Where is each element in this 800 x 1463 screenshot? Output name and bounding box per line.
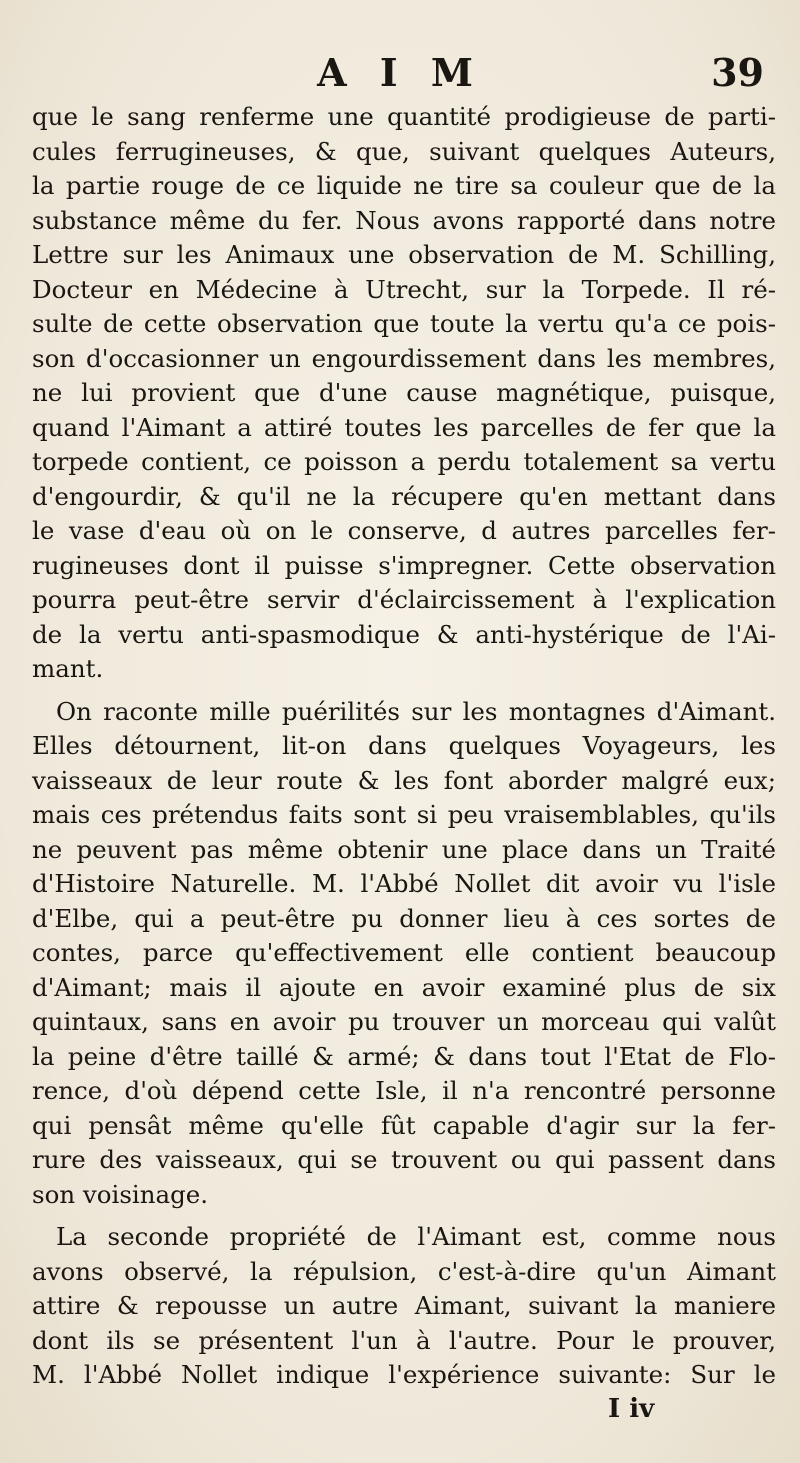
text-line: d'Aimant; mais il ajoute en avoir examiné plus de six [32,972,776,1002]
text-line: la peine d'être taillé & armé; & dans tout l'Etat de Flo- [32,1041,776,1071]
signature-mark: I iv [608,1394,655,1424]
text-line: On raconte mille puérilités sur les montagnes d'Aimant. [56,696,776,726]
text-line: contes, parce qu'effectivement elle contient beaucoup [32,938,776,967]
text-line: La seconde propriété de l'Aimant est, comme nous [56,1222,776,1251]
text-line: rugineuses dont il puisse s'impregner. Cette observation [32,550,776,580]
page-number: 39 [711,50,764,95]
text-line: Lettre sur les Animaux une observation de M. Schilling, [32,240,776,269]
text-line: d'Histoire Naturelle. M. l'Abbé Nollet dit avoir vu l'isle [32,869,776,898]
text-line: substance même du fer. Nous avons rapporté dans notre [32,205,776,235]
text-line: quand l'Aimant a attiré toutes les parcelles de fer que la [32,412,776,442]
text-line: mant. [32,654,104,683]
text-line: de la vertu anti-spasmodique & anti-hystérique de l'Ai- [32,619,776,649]
text-line: mais ces prétendus faits sont si peu vraisemblables, qu'ils [32,800,776,829]
text-line: torpede contient, ce poisson a perdu totalement sa vertu [32,447,776,476]
text-line: son voisinage. [32,1179,209,1209]
text-line: Elles détournent, lit-on dans quelques Voyageurs, les [32,731,776,760]
text-line: quintaux, sans en avoir pu trouver un morceau qui valût [32,1007,776,1036]
body-text [32,100,776,1393]
text-line: sulte de cette observation que toute la vertu qu'a ce pois- [32,309,776,338]
text-line: vaisseaux de leur route & les font aborder malgré eux; [32,765,776,795]
page-header [30,48,770,98]
text-line: rure des vaisseaux, qui se trouvent ou qui passent dans [32,1145,776,1174]
text-line: avons observé, la répulsion, c'est-à-dire qu'un Aimant [32,1256,776,1286]
text-line: pourra peut-être servir d'éclaircissement à l'explication [32,585,776,614]
text-line: ne peuvent pas même obtenir une place dans un Traité [32,834,776,864]
text-line: ne lui provient que d'une cause magnétique, puisque, [32,378,776,407]
text-line: d'Elbe, qui a peut-être pu donner lieu à ces sortes de [32,903,776,933]
text-line: qui pensât même qu'elle fût capable d'agir sur la fer- [32,1110,776,1140]
text-line: M. l'Abbé Nollet indique l'expérience suivante: Sur le [32,1360,776,1389]
text-line: que le sang renferme une quantité prodigieuse de parti- [32,102,776,131]
text-line: rence, d'où dépend cette Isle, il n'a rencontré personne [32,1076,776,1105]
text-line: la partie rouge de ce liquide ne tire sa couleur que de la [32,171,776,200]
text-line: le vase d'eau où on le conserve, d autres parcelles fer- [32,516,776,545]
text-line: dont ils se présentent l'un à l'autre. Pour le prouver, [32,1325,776,1355]
text-line: Docteur en Médecine à Utrecht, sur la Torpede. Il ré- [32,274,776,304]
text-line: d'engourdir, & qu'il ne la récupere qu'en mettant dans [32,481,776,511]
running-head: A I M [317,50,483,95]
text-line: cules ferrugineuses, & que, suivant quelques Auteurs, [32,136,776,166]
text-line: son d'occasionner un engourdissement dans les membres, [32,343,776,373]
text-line: attire & repousse un autre Aimant, suivant la maniere [32,1291,776,1320]
